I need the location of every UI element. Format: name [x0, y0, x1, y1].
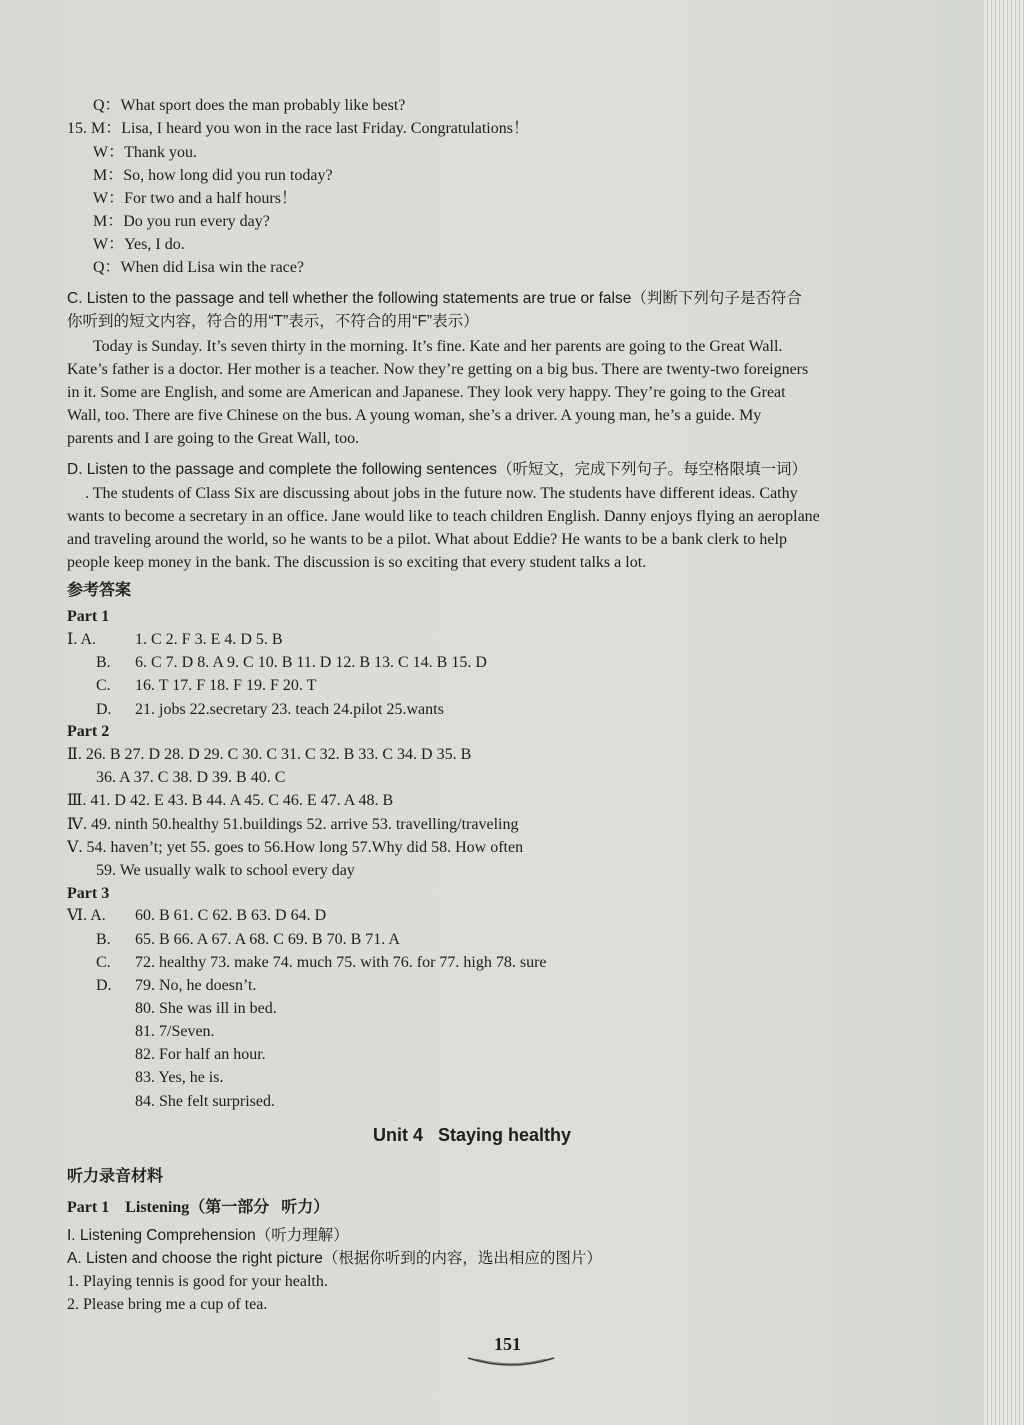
dialogue-line: W：Thank you. [93, 144, 197, 161]
footer-swoosh-ornament [466, 1354, 556, 1370]
dialogue-line: M：So, how long did you run today? [93, 167, 333, 184]
comprehension-heading: I. Listening Comprehension（听力理解） [67, 1227, 349, 1244]
passage-line: people keep money in the bank. The discussion is so exciting that every student talks a lot. [67, 554, 647, 571]
answer-row: 21. jobs 22.secretary 23. teach 24.pilot 25.wants [135, 701, 444, 718]
passage-line: Wall, too. There are five Chinese on the bus. A young woman, she’s a driver. A young man, he’s a guide. My [67, 407, 762, 424]
section-a-instruction: A. Listen and choose the right picture（根据你听到的内容，选出相应的图片） [67, 1250, 602, 1267]
answer-row: Ⅲ. 41. D 42. E 43. B 44. A 45. C 46. E 47. A 48. B [67, 792, 394, 809]
part-label: Part 2 [67, 723, 110, 740]
passage-line: . The students of Class Six are discussing about jobs in the future now. The students have different ideas. Cathy [85, 485, 798, 502]
passage-line: Kate’s father is a doctor. Her mother is a teacher. Now they’re getting on a big bus. There are twenty-two foreigners [67, 361, 809, 378]
listening-heading: 听力录音材料 [67, 1166, 164, 1185]
answer-label: B. [96, 931, 111, 948]
answers-heading: 参考答案 [67, 580, 132, 599]
passage-line: Today is Sunday. It’s seven thirty in the morning. It’s fine. Kate and her parents are going to the Great Wall. [93, 338, 783, 355]
answer-row: Ⅴ. 54. haven’t; yet 55. goes to 56.How long 57.Why did 58. How often [67, 839, 524, 856]
answer-row: Ⅳ. 49. ninth 50.healthy 51.buildings 52. arrive 53. travelling/traveling [67, 816, 519, 833]
page-number: 151 [494, 1334, 521, 1354]
answer-row: 60. B 61. C 62. B 63. D 64. D [135, 907, 327, 924]
answer-label: Ⅵ. A. [67, 907, 106, 924]
dialogue-line: M：Do you run every day? [93, 213, 270, 230]
answer-row: 79. No, he doesn’t. [135, 977, 257, 994]
answer-label: D. [96, 701, 112, 718]
section-c-instruction: C. Listen to the passage and tell whether the following statements are true or false（判断下列句子是否符合 [67, 290, 802, 307]
answer-row: 84. She felt surprised. [135, 1093, 275, 1110]
dialogue-line: Q：What sport does the man probably like best? [93, 97, 406, 114]
answer-row: 1. C 2. F 3. E 4. D 5. B [135, 631, 283, 648]
answer-label: Ⅰ. A. [67, 631, 96, 648]
answer-row: 81. 7/Seven. [135, 1023, 215, 1040]
part-title: Part 1 Listening（第一部分 听力） [67, 1199, 330, 1216]
listening-item: 2. Please bring me a cup of tea. [67, 1296, 268, 1313]
answer-label: C. [96, 677, 111, 694]
answer-row: 72. healthy 73. make 74. much 75. with 76. for 77. high 78. sure [135, 954, 547, 971]
page-edge-stack [984, 0, 1024, 1425]
part-label: Part 3 [67, 885, 110, 902]
section-c-instruction: 你听到的短文内容，符合的用“T”表示，不符合的用“F”表示） [67, 313, 479, 330]
passage-line: and traveling around the world, so he wants to be a pilot. What about Eddie? He wants to be a bank clerk to help [67, 531, 787, 548]
dialogue-line: W：Yes, I do. [93, 236, 185, 253]
dialogue-line: W：For two and a half hours！ [93, 190, 297, 207]
answer-row: 83. Yes, he is. [135, 1069, 224, 1086]
answer-row: 59. We usually walk to school every day [96, 862, 355, 879]
answer-row: 82. For half an hour. [135, 1046, 266, 1063]
unit-title: Unit 4 Staying healthy [373, 1125, 572, 1145]
dialogue-line: 15. M：Lisa, I heard you won in the race last Friday. Congratulations！ [67, 120, 529, 137]
part-label: Part 1 [67, 608, 110, 625]
answer-row: 6. C 7. D 8. A 9. C 10. B 11. D 12. B 13. C 14. B 15. D [135, 654, 487, 671]
section-d-instruction: D. Listen to the passage and complete the following sentences（听短文，完成下列句子。每空格限填一词） [67, 461, 807, 478]
listening-item: 1. Playing tennis is good for your health. [67, 1273, 328, 1290]
passage-line: in it. Some are English, and some are American and Japanese. They look very happy. They’re going to the Great [67, 384, 786, 401]
answer-row: 36. A 37. C 38. D 39. B 40. C [96, 769, 286, 786]
passage-line: wants to become a secretary in an office. Jane would like to teach children English. Danny enjoys flying an aeroplane [67, 508, 820, 525]
dialogue-line: Q：When did Lisa win the race? [93, 259, 305, 276]
answer-label: C. [96, 954, 111, 971]
answer-row: 16. T 17. F 18. F 19. F 20. T [135, 677, 317, 694]
answer-label: B. [96, 654, 111, 671]
answer-label: D. [96, 977, 112, 994]
answer-row: 80. She was ill in bed. [135, 1000, 277, 1017]
answer-row: Ⅱ. 26. B 27. D 28. D 29. C 30. C 31. C 32. B 33. C 34. D 35. B [67, 746, 472, 763]
passage-line: parents and I are going to the Great Wall, too. [67, 430, 360, 447]
answer-row: 65. B 66. A 67. A 68. C 69. B 70. B 71. A [135, 931, 400, 948]
